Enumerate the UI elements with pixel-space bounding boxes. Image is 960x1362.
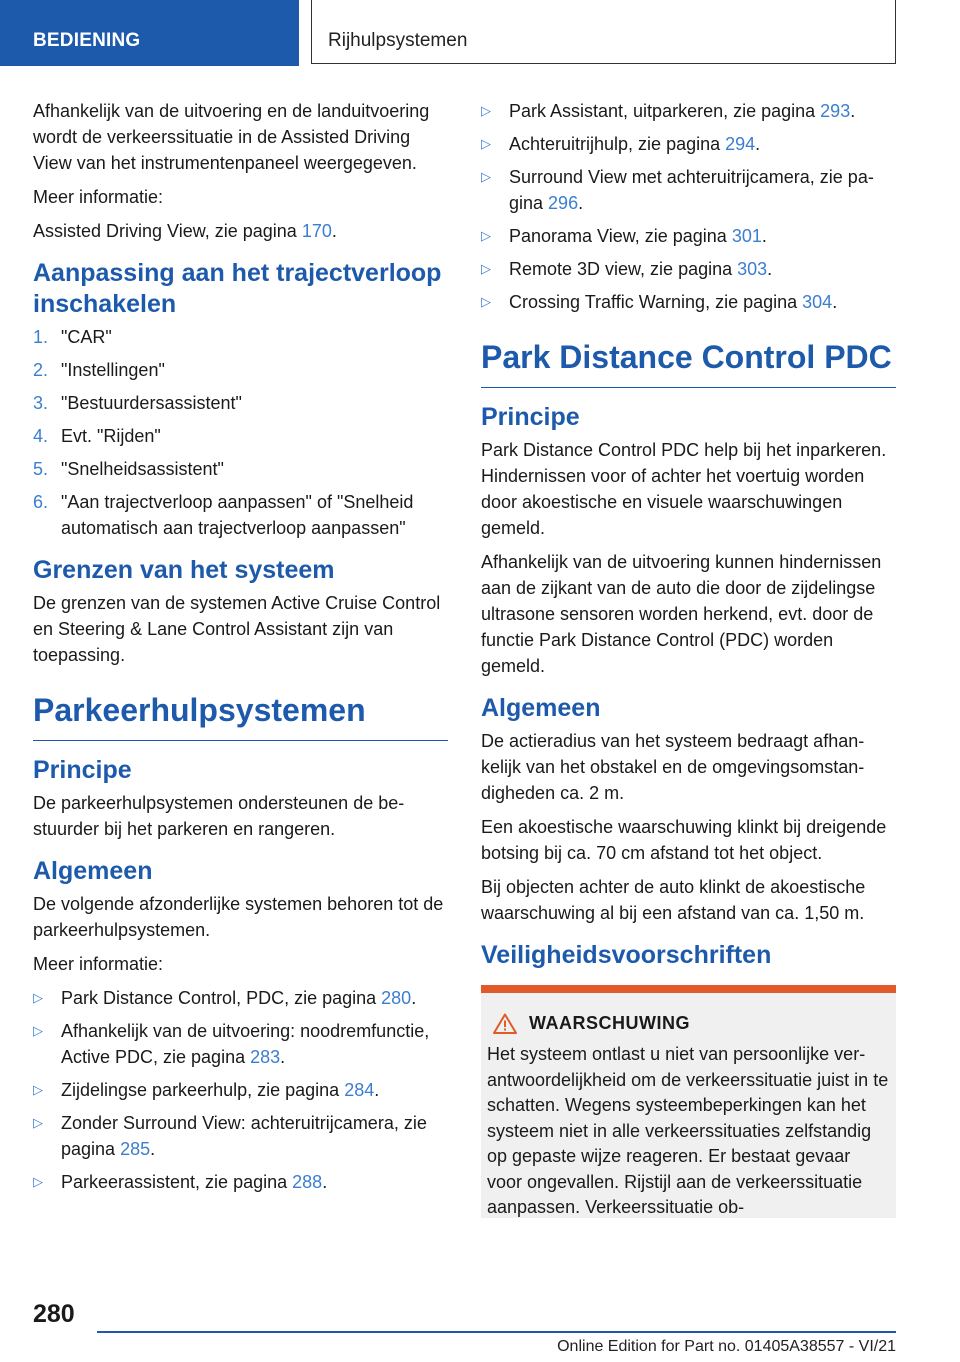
list-item: ▷ Zonder Surround View: achteruitrijcamera, zie pagina 285. [33, 1110, 448, 1162]
heading-parkeerhulpsystemen: Parkeerhulpsystemen [33, 690, 448, 741]
systems-list-continued [481, 98, 896, 315]
item-text: Park Distance Control, PDC, zie pagina [61, 988, 382, 1008]
list-item [33, 324, 448, 350]
right-column [481, 98, 896, 1218]
step-number: 2. [33, 360, 49, 380]
triangle-bullet-icon: ▷ [33, 990, 43, 1005]
warning-header [487, 1013, 890, 1034]
triangle-bullet-icon: ▷ [33, 1115, 43, 1130]
heading-principe: Principe [481, 403, 580, 431]
list-item: ▷ Achteruitrijhulp, zie pagina 294. [481, 131, 896, 157]
page-link[interactable]: 301 [731, 226, 762, 246]
list-item [33, 390, 448, 416]
list-item [33, 357, 448, 383]
list-item: ▷ Zijdelingse parkeerhulp, zie pagina 284. [33, 1077, 448, 1103]
page-link[interactable]: 294 [725, 134, 756, 154]
list-item: ▷ Crossing Traffic Warning, zie pagina 304. [481, 289, 896, 315]
heading-grenzen: Grenzen van het systeem [33, 556, 335, 584]
item-text: Surround View met achteruitrijcamera, zie pagina [509, 167, 874, 213]
algemeen-paragraph: De volgende afzonderlijke systemen behoren tot de parkeerhulpsystemen. [33, 894, 444, 940]
list-item: ▷ Park Distance Control, PDC, zie pagina 280. [33, 985, 448, 1011]
step-text: "CAR" [61, 327, 112, 347]
triangle-bullet-icon: ▷ [33, 1023, 43, 1038]
intro-paragraph: Afhankelijk van de uitvoering en de landuitvoering wordt de verkeerssituatie in de Assisted Driving View van het instrumentenpaneel weergegeven. [33, 101, 430, 173]
section-tab: BEDIENING [0, 0, 299, 66]
page-link[interactable]: 280 [381, 988, 412, 1008]
step-text: "Bestuurdersassistent" [61, 393, 242, 413]
ref-text: Assisted Driving View, zie pagina [33, 221, 302, 241]
list-item: ▷ Panorama View, zie pagina 301. [481, 223, 896, 249]
warning-title: WAARSCHUWING [529, 1013, 690, 1033]
page-link[interactable]: 170 [301, 221, 332, 241]
list-item: ▷ Parkeerassistent, zie pagina 288. [33, 1169, 448, 1195]
triangle-bullet-icon: ▷ [33, 1082, 43, 1097]
warning-triangle-icon [493, 1013, 517, 1034]
item-text: Remote 3D view, zie pagina [509, 259, 738, 279]
steps-list [33, 324, 448, 541]
algemeen-paragraph-2: Een akoestische waarschuwing klinkt bij dreigende botsing bij ca. 70 cm afstand tot het object. [481, 817, 887, 863]
list-item: ▷ Remote 3D view, zie pagina 303. [481, 256, 896, 282]
step-number: 4. [33, 426, 49, 446]
edition-label: Online Edition for Part no. 01405A38557 - VI/21 [557, 1338, 896, 1355]
triangle-bullet-icon: ▷ [481, 261, 491, 276]
left-column [33, 98, 448, 1203]
list-item: ▷ Afhankelijk van de uitvoering: noodremfunctie, Active PDC, zie pagina 283. [33, 1018, 448, 1070]
list-item [33, 423, 448, 449]
item-text: Afhankelijk van de uitvoering: noodremfunctie, Active PDC, zie pagina [61, 1021, 430, 1067]
item-text: Park Assistant, uitparkeren, zie pagina [509, 101, 821, 121]
list-item: ▷ Park Assistant, uitparkeren, zie pagina 293. [481, 98, 896, 124]
step-number: 3. [33, 393, 49, 413]
page-number: 280 [33, 1300, 75, 1328]
item-text: Zonder Surround View: achteruitrijcamera, zie pagina [61, 1113, 427, 1159]
item-text: Panorama View, zie pagina [509, 226, 732, 246]
grenzen-paragraph: De grenzen van de systemen Active Cruise Control en Steering & Lane Control Assistant zijn van toepassing. [33, 593, 441, 665]
step-number: 1. [33, 327, 49, 347]
item-text: Achteruitrijhulp, zie pagina [509, 134, 726, 154]
chapter-title: Rijhulpsystemen [311, 0, 896, 64]
intro-more-info: Meer informatie: [33, 187, 164, 207]
triangle-bullet-icon: ▷ [481, 103, 491, 118]
heading-aanpassing: Aanpassing aan het trajectverloop inschakelen [33, 259, 442, 318]
page-link[interactable]: 304 [802, 292, 833, 312]
triangle-bullet-icon: ▷ [33, 1174, 43, 1189]
list-item [33, 456, 448, 482]
principe-paragraph: De parkeerhulpsystemen ondersteunen de bestuurder bij het parkeren en rangeren. [33, 793, 405, 839]
step-text: "Instellingen" [61, 360, 165, 380]
page-link[interactable]: 284 [344, 1080, 375, 1100]
heading-principe: Principe [33, 756, 132, 784]
triangle-bullet-icon: ▷ [481, 228, 491, 243]
page-link[interactable]: 293 [820, 101, 851, 121]
step-text: Evt. "Rijden" [61, 426, 161, 446]
warning-text: Het systeem ontlast u niet van persoonlijke verantwoordelijkheid om de verkeerssituatie juist in te schatten. Wegens systeembeperkingen kan het systeem niet in alle verkeerssituaties zelfstandig op gepaste wijze reageren. Er bestaat gevaar voor ongevallen. Rijstijl aan de verkeerssituatie aanpassen. Verkeerssituatie ob- [487, 1044, 889, 1217]
page-header [0, 0, 960, 66]
item-text: Parkeerassistent, zie pagina [61, 1172, 293, 1192]
algemeen-more-info: Meer informatie: [33, 954, 164, 974]
page-link[interactable]: 296 [548, 193, 579, 213]
principe-paragraph-2: Afhankelijk van de uitvoering kunnen hindernissen aan de zijkant van de auto die door de zijdelingse ultrasone sensoren worden herkend, evt. door de functie Park Distance Control (PDC) worden gemeld. [481, 552, 882, 676]
principe-paragraph: Park Distance Control PDC help bij het inparkeren. Hindernissen voor of achter het voertuig worden door akoestische en visuele waarschuwingen gemeld. [481, 440, 887, 538]
item-text: Crossing Traffic Warning, zie pagina [509, 292, 803, 312]
heading-pdc: Park Distance Control PDC [481, 337, 896, 388]
triangle-bullet-icon: ▷ [481, 169, 491, 184]
heading-algemeen: Algemeen [33, 857, 153, 885]
heading-veiligheid: Veiligheidsvoorschriften [481, 941, 772, 969]
step-number: 5. [33, 459, 49, 479]
page-link[interactable]: 285 [120, 1139, 151, 1159]
intro-reference: Assisted Driving View, zie pagina 170. [33, 221, 337, 241]
page-link[interactable]: 288 [292, 1172, 323, 1192]
footer-divider [97, 1331, 896, 1333]
page-link[interactable]: 283 [250, 1047, 281, 1067]
warning-box [481, 985, 896, 1218]
step-number: 6. [33, 492, 49, 512]
triangle-bullet-icon: ▷ [481, 294, 491, 309]
page-link[interactable]: 303 [737, 259, 768, 279]
triangle-bullet-icon: ▷ [481, 136, 491, 151]
item-text: Zijdelingse parkeerhulp, zie pagina [61, 1080, 345, 1100]
systems-list [33, 985, 448, 1195]
algemeen-paragraph-3: Bij objecten achter de auto klinkt de akoestische waarschuwing al bij een afstand van ca. 1,50 m. [481, 877, 866, 923]
list-item [33, 489, 448, 541]
algemeen-paragraph: De actieradius van het systeem bedraagt afhankelijk van het obstakel en de omgevingsomstandigheden ca. 2 m. [481, 731, 865, 803]
step-text: "Snelheidsassistent" [61, 459, 224, 479]
heading-algemeen: Algemeen [481, 694, 601, 722]
list-item: ▷ Surround View met achteruitrijcamera, zie pagina 296. [481, 164, 896, 216]
step-text: "Aan trajectverloop aanpassen" of "Snelheid automatisch aan trajectverloop aanpassen" [61, 492, 414, 538]
